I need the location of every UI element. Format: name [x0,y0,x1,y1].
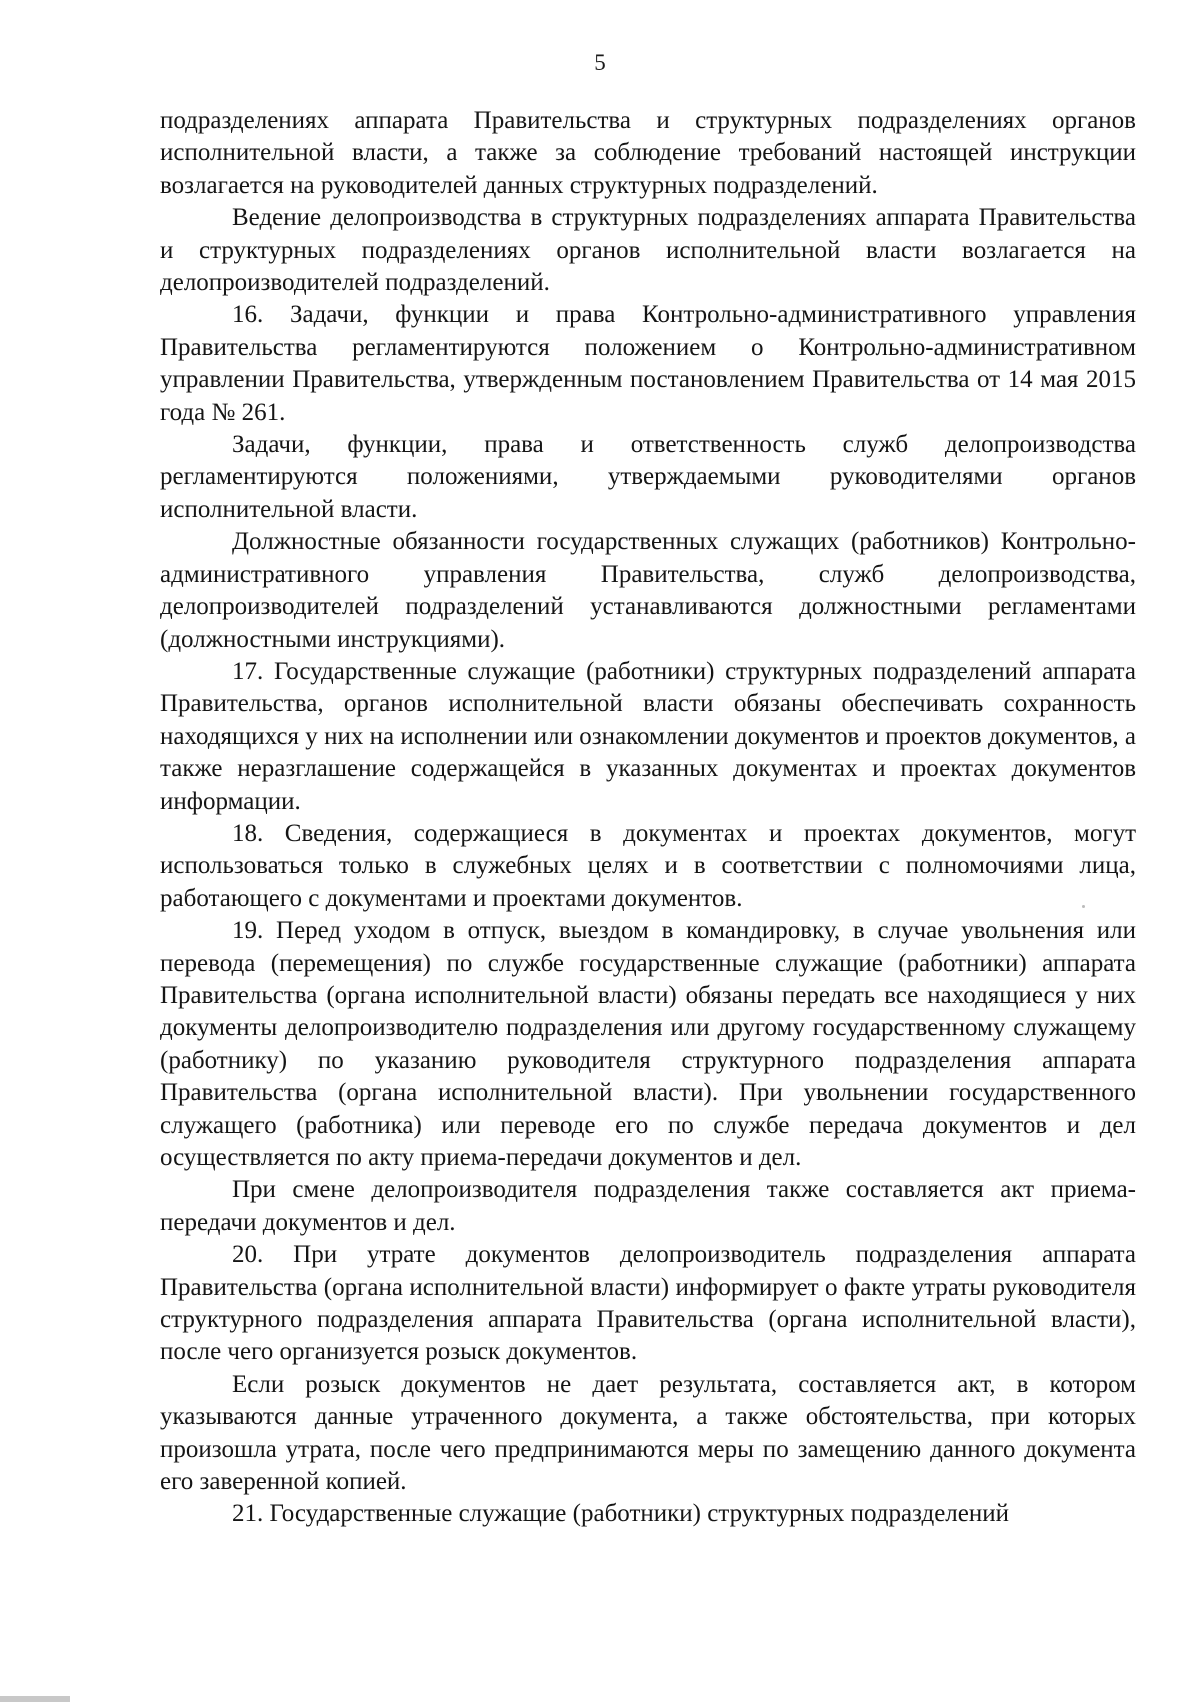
paragraph-item-19: 19. Перед уходом в отпуск, выездом в командировку, в случае увольнения или перевода (перемещения) по службе государственные служащие (работники) аппарата Правительства (органа исполнительной власти) обязаны передать все находящиеся у них документы делопроизводителю подразделения или другому государственному служащему (работнику) по указанию руководителя структурного подразделения аппарата Правительства (органа исполнительной власти). При увольнении государственного служащего (работника) или переводе его по службе передача документов и дел осуществляется по акту приема-передачи документов и дел. [160,917,1136,1171]
page-number: 5 [594,50,606,75]
paragraph: Задачи, функции, права и ответственность служб делопроизводства регламентируются положениями, утверждаемыми руководителями органов исполнительной власти. [160,431,1136,523]
scan-speck [1082,905,1085,908]
scan-edge-mark [0,1696,70,1702]
paragraph-item-16: 16. Задачи, функции и права Контрольно-административного управления Правительства регламентируются положением о Контрольно-административном управлении Правительства, утвержденным постановлением Правительства от 14 мая 2015 года № 261. [160,301,1136,426]
paragraph: Если розыск документов не дает результата, составляется акт, в котором указываются данные утраченного документа, а также обстоятельства, при которых произошла утрата, после чего предпринимаются меры по замещению данного документа его заверенной копией. [160,1370,1136,1496]
document-body [160,105,1136,1531]
paragraph-item-18: 18. Сведения, содержащиеся в документах и проектах документов, могут использоваться только в служебных целях и в соответствии с полномочиями лица, работающего с документами и проектами документов. [160,819,1136,912]
paragraph: При смене делопроизводителя подразделения также составляется акт приема-передачи документов и дел. [160,1176,1136,1236]
paragraph-item-20: 20. При утрате документов делопроизводитель подразделения аппарата Правительства (органа исполнительной власти) информирует о факте утраты руководителя структурного подразделения аппарата Правительства (органа исполнительной власти), после чего организуется розыск документов. [160,1241,1136,1366]
paragraph: Ведение делопроизводства в структурных подразделениях аппарата Правительства и структурных подразделениях органов исполнительной власти возлагается на делопроизводителей подразделений. [160,204,1136,297]
paragraph: Должностные обязанности государственных служащих (работников) Контрольно-административного управления Правительства, служб делопроизводства, делопроизводителей подразделений устанавливаются должностными регламентами (должностными инструкциями). [160,528,1136,653]
paragraph-continuation: подразделениях аппарата Правительства и структурных подразделениях органов исполнительной власти, а также за соблюдение требований настоящей инструкции возлагается на руководителей данных структурных подразделений. [160,107,1136,199]
paragraph-item-17: 17. Государственные служащие (работники) структурных подразделений аппарата Правительства, органов исполнительной власти обязаны обеспечивать сохранность находящихся у них на исполнении или ознакомлении документов и проектов документов, а также неразглашение содержащейся в указанных документах и проектах документов информации. [160,657,1136,815]
paragraph-item-21: 21. Государственные служащие (работники) структурных подразделений [232,1500,1010,1528]
